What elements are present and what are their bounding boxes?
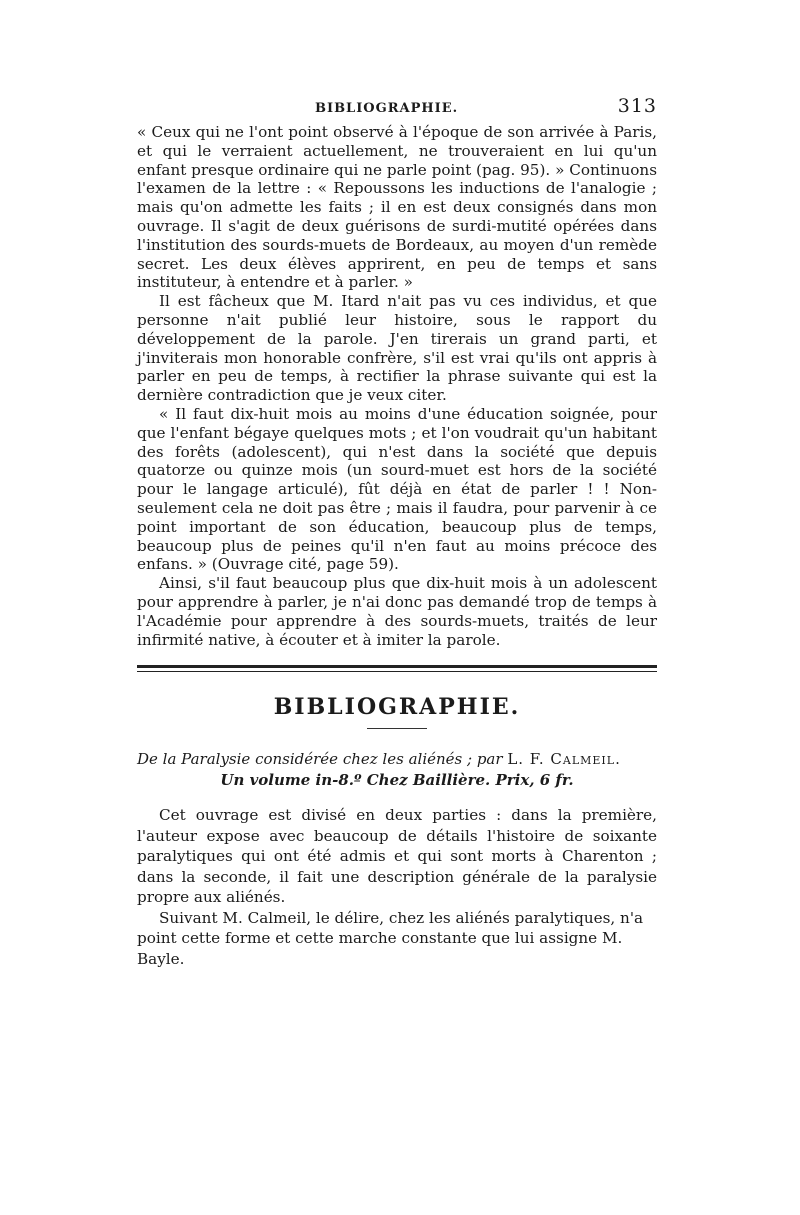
review-paragraph-structure: Cet ouvrage est divisé en deux parties : dans la première, l'auteur expose avec beaucoup de détails l'histoire de soixante paralytiques qui ont été admis et qui sont morts à Charenton ; dans la seconde, il fait une description générale de la paralysie propre aux aliénés. bbox=[137, 806, 657, 907]
paragraph-quotation: « Il faut dix-huit mois au moins d'une éducation soignée, pour que l'enfant bégaye quelques mots ; et l'on voudrait qu'un habitant des forêts (adolescent), qui n'est dans la société que depuis quatorze ou quinze mois (un sourd-muet est hors de la société pour le langage articulé), fût déjà en état de parler ! ! Non-seulement cela ne doit pas être ; mais il faudra, pour parvenir à ce point important de son éducation, beaucoup plus de temps, beaucoup plus de peines qu'il n'en faut au moins précoce des enfans. » (Ouvrage cité, page 59). bbox=[137, 404, 657, 574]
book-title: De la Paralysie considérée chez les aliénés ; par bbox=[137, 750, 503, 769]
paragraph-itard: Il est fâcheux que M. Itard n'ait pas vu ces individus, et que personne n'ait publié leur histoire, sous le rapport du développement de la parole. J'en tirerais un grand parti, et j'inviterais mon honorable confrère, s'il est vrai qu'ils ont appris à parler en peu de temps, à rectifier la phrase suivante qui est la dernière contradiction que je veux citer. bbox=[137, 292, 657, 405]
paragraph-conclusion: Ainsi, s'il faut beaucoup plus que dix-huit mois à un adolescent pour apprendre à parler, je n'ai donc pas demandé trop de temps à l'Académie pour apprendre à des sourds-muets, traités de leur infirmité native, à écouter et à imiter la parole. bbox=[137, 574, 657, 649]
section-divider bbox=[137, 665, 657, 672]
paragraph-quote-continuation: « Ceux qui ne l'ont point observé à l'époque de son arrivée à Paris, et qui le verraient actuellement, ne trouveraient en lui qu'un enfant presque ordinaire qui ne parle point (pag. 95). » Continuons l'examen de la lettre : « Repoussons les inductions de l'analogie ; mais qu'on admette les faits ; il en est deux consignés dans mon ouvrage. Il s'agit de deux guérisons de surdi-mutité opérées dans l'institution des sourds-muets de Bordeaux, au moyen d'un remède secret. Les deux élèves apprirent, en peu de temps et sans instituteur, à entendre et à parler. » bbox=[137, 123, 657, 292]
page-number: 313 bbox=[617, 95, 657, 117]
title-underline bbox=[367, 728, 427, 729]
book-title-line bbox=[137, 749, 657, 770]
book-publication-details: Un volume in-8.º Chez Baillière. Prix, 6 fr. bbox=[220, 771, 574, 790]
review-text bbox=[137, 805, 657, 969]
body-text bbox=[137, 123, 657, 649]
running-header bbox=[137, 95, 657, 123]
book-author: L. F. Calmeil. bbox=[507, 750, 621, 769]
running-title: BIBLIOGRAPHIE. bbox=[315, 101, 459, 116]
book-reference bbox=[137, 749, 657, 791]
book-page bbox=[137, 95, 657, 969]
section-title: BIBLIOGRAPHIE. bbox=[273, 694, 521, 721]
review-paragraph-calmeil: Suivant M. Calmeil, le délire, chez les aliénés paralytiques, n'a point cette forme et cette marche constante que lui assigne M. Bayle. bbox=[137, 908, 644, 968]
